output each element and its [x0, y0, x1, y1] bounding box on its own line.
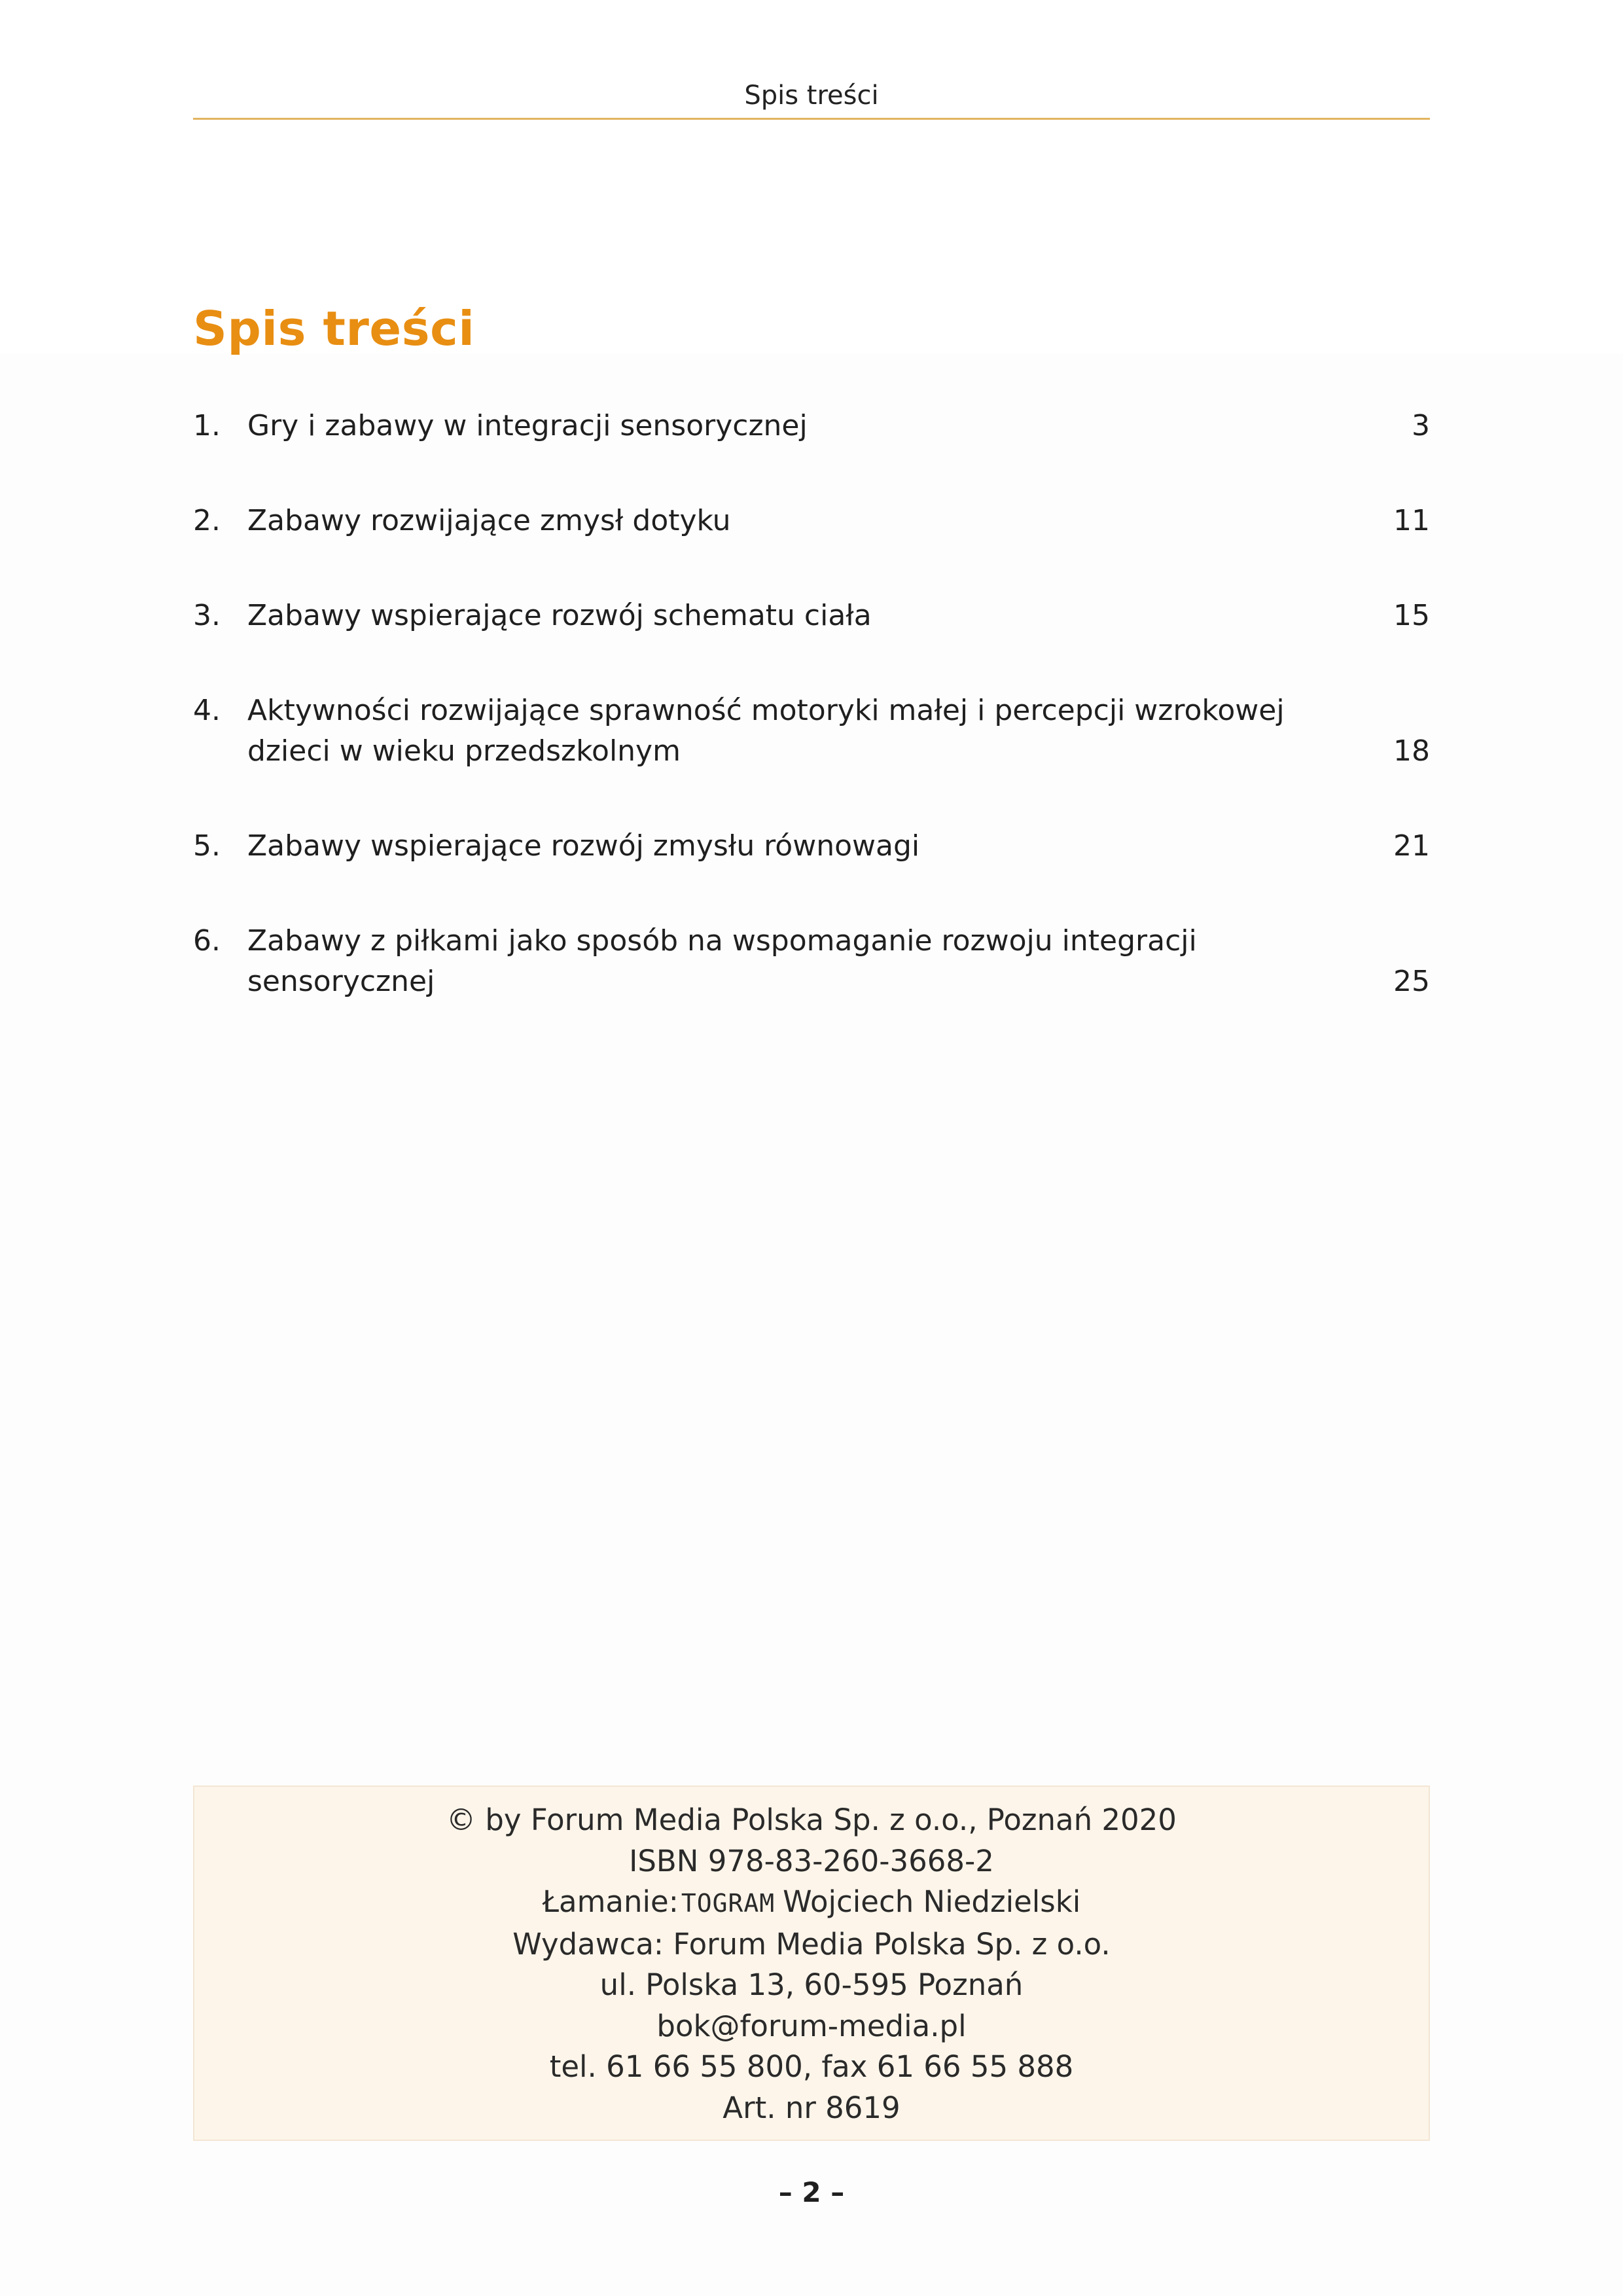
- typesetting-name: Wojciech Niedzielski: [783, 1884, 1081, 1919]
- address-line: ul. Polska 13, 60-595 Poznań: [599, 1967, 1024, 2002]
- table-of-contents: [193, 406, 1430, 1056]
- phone-line: tel. 61 66 55 800, fax 61 66 55 888: [549, 2049, 1074, 2084]
- toc-entry-title: Zabawy wspierające rozwój schematu ciała: [247, 599, 872, 632]
- running-header-title: Spis treści: [744, 81, 879, 111]
- toc-entry[interactable]: [193, 921, 1430, 1002]
- isbn-line: ISBN 978-83-260-3668-2: [629, 1843, 994, 1878]
- toc-entry-number: 2.: [193, 504, 221, 537]
- toc-entry-title: Zabawy rozwijające zmysł dotyku: [247, 504, 731, 537]
- toc-entry[interactable]: [193, 596, 1430, 636]
- publisher-line: Wydawca: Forum Media Polska Sp. z o.o.: [512, 1926, 1111, 1962]
- toc-entry-page: 18: [1393, 734, 1430, 768]
- email-line[interactable]: bok@forum-media.pl: [656, 2008, 967, 2043]
- toc-entry-page: 25: [1393, 965, 1430, 998]
- toc-entry-page: 11: [1393, 504, 1430, 537]
- toc-entry-title: Zabawy z piłkami jako sposób na wspomaganie rozwoju integracji sensorycznej: [247, 924, 1197, 998]
- page-title: Spis treści: [193, 301, 475, 356]
- toc-entry-number: 3.: [193, 599, 221, 632]
- toc-entry[interactable]: [193, 406, 1430, 446]
- article-number-line: Art. nr 8619: [722, 2090, 901, 2125]
- togram-logo: TOGRAM: [681, 1889, 776, 1918]
- toc-entry[interactable]: [193, 826, 1430, 867]
- copyright-line: © by Forum Media Polska Sp. z o.o., Poznań 2020: [446, 1803, 1177, 1837]
- toc-entry-title: Aktywności rozwijające sprawność motoryki małej i percepcji wzrokowej dzieci w wieku przedszkolnym: [247, 694, 1285, 768]
- toc-entry-page: 21: [1393, 829, 1430, 863]
- running-header: [193, 77, 1430, 120]
- toc-entry-title: Zabawy wspierające rozwój zmysłu równowagi: [247, 829, 920, 863]
- toc-entry-number: 6.: [193, 924, 221, 958]
- toc-entry[interactable]: [193, 691, 1430, 772]
- toc-entry-page: 15: [1393, 599, 1430, 632]
- page-number: – 2 –: [778, 2176, 845, 2208]
- toc-entry-page: 3: [1412, 409, 1430, 442]
- typesetting-line: [194, 1882, 1429, 1924]
- imprint-box: [193, 1785, 1430, 2141]
- toc-entry-number: 5.: [193, 829, 221, 863]
- toc-entry[interactable]: [193, 501, 1430, 541]
- toc-entry-title: Gry i zabawy w integracji sensorycznej: [247, 409, 808, 442]
- typesetting-label: Łamanie:: [542, 1884, 679, 1919]
- toc-entry-number: 4.: [193, 694, 221, 727]
- toc-entry-number: 1.: [193, 409, 221, 442]
